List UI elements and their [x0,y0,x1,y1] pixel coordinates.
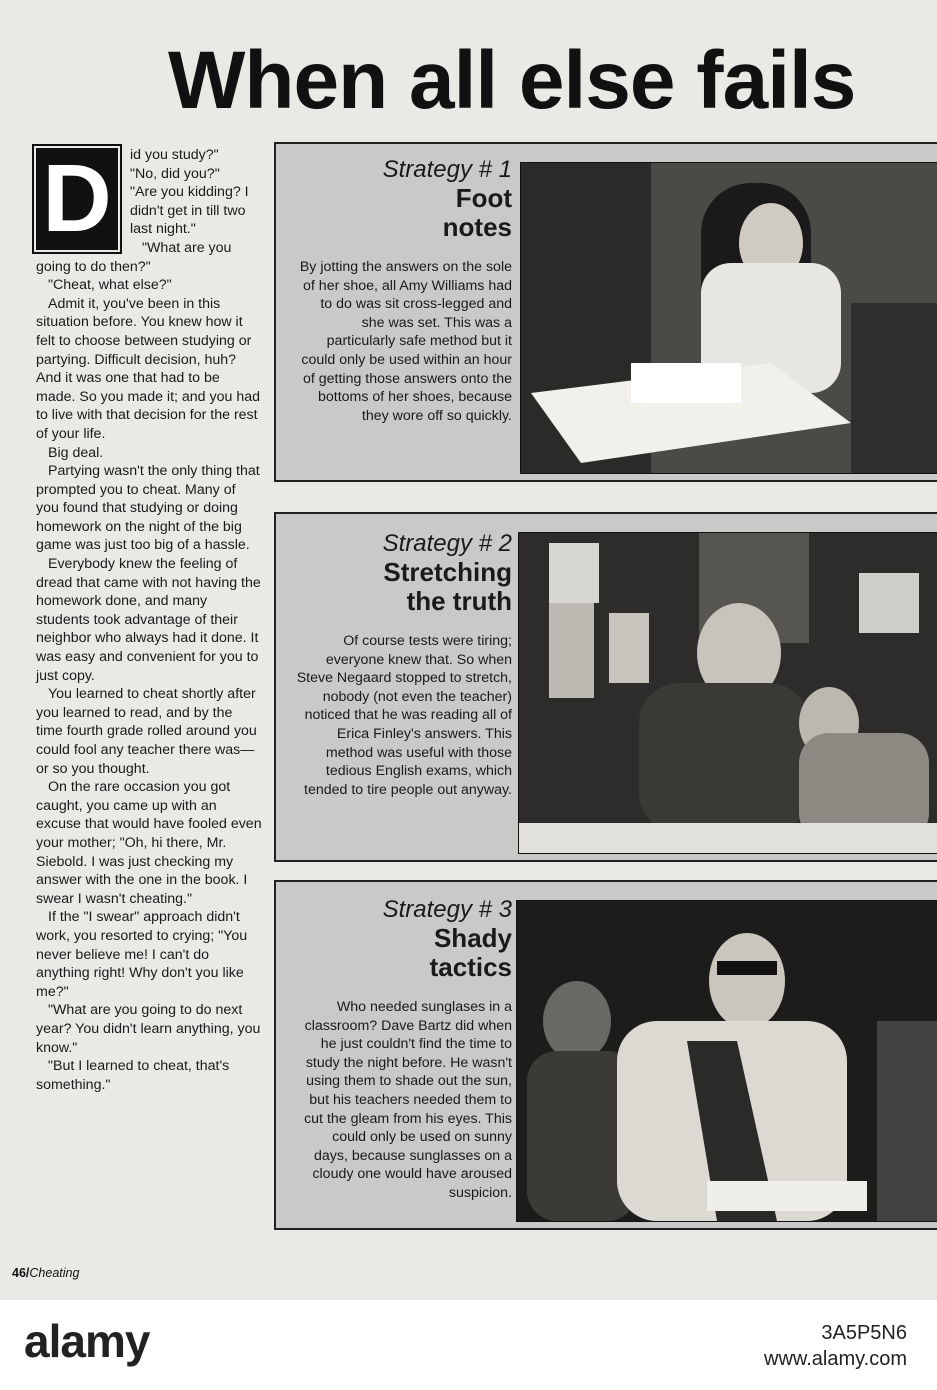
article-paragraph: Partying wasn't the only thing that prompted you to cheat. Many of you found that studying or doing homework on the night of the big game was just too big of a hassle. [36,463,260,554]
article-paragraph: "No, did you?" [130,165,220,182]
strategy-panel-3 [274,880,937,1230]
strategy-panel-1 [274,142,937,482]
strategy-panel-2 [274,512,937,862]
article-paragraph: Admit it, you've been in this situation before. You knew how it felt to choose between studying or partying. Difficult decision, huh? And it was one that had to be made. So you made it; and you had to live with that decision for the rest of your life. [36,295,260,442]
photo-illustration [517,901,937,1221]
headline: When all else fails [168,35,856,126]
sunglasses-student-photo [516,900,937,1222]
strategy-text [296,896,512,1203]
student-desk-photo [520,162,937,474]
section-name: Cheating [29,1266,80,1280]
strategy-title-line1: Foot [455,183,512,213]
article-paragraph: Big deal. [48,444,104,461]
article-paragraph: Everybody knew the feeling of dread that came with not having the homework done, and many students took advantage of their neighbor who always had it done. It was easy and convenient for you to just copy. [36,556,261,684]
strategy-title-line2: the truth [406,586,512,616]
watermark-info [764,1320,907,1372]
article-paragraph: If the "I swear" approach didn't work, you resorted to crying; "You never believe me! I can't do anything right! Why don't you like me?" [36,909,248,1000]
strategy-text [296,156,512,425]
drop-cap: D [36,148,118,250]
article-column [36,146,262,1094]
article-paragraph: "Are you kidding? I didn't get in till two last night." [130,184,249,238]
watermark-brand: alamy [24,1315,150,1367]
article-paragraph: "What are you going to do then?" [36,239,232,275]
page-number: 46/ [12,1266,30,1280]
strategy-text [296,530,512,799]
strategy-body: Who needed sunglases in a classroom? Dave Bartz did when he just couldn't find the time to study the night before. He wasn't using them to shade out the sun, but his teachers needed them to cut the gleam from his eyes. This could only be used on sunny days, because sunglasses on a cloudy one would have aroused suspicion. [304,999,512,1201]
strategy-label: Strategy # 1 [382,156,512,183]
photo-illustration [519,533,937,853]
article-paragraph: "What are you going to do next year? You didn't learn anything, you know." [36,1002,261,1056]
article-paragraph: "Cheat, what else?" [48,277,172,294]
strategy-title-line2: tactics [429,952,512,982]
strategy-title-line1: Stretching [383,557,512,587]
article-paragraph: id you study?" [130,147,219,163]
strategy-label: Strategy # 2 [382,530,512,557]
strategy-title-line2: notes [442,212,512,242]
watermark-image-id: 3A5P5N6 [821,1322,907,1344]
watermark-site: www.alamy.com [764,1348,907,1370]
article-paragraph: You learned to cheat shortly after you learned to read, and by the time fourth grade rolled around you could fool any teacher there was— or so you thought. [36,686,257,777]
classroom-stretch-photo [518,532,937,854]
article-paragraph: "But I learned to cheat, that's something." [36,1058,230,1093]
strategy-label: Strategy # 3 [382,896,512,923]
strategy-title-line1: Shady [433,923,512,953]
strategy-body: By jotting the answers on the sole of her shoe, all Amy Williams had to do was sit cross-legged and she was set. This was a particularly safe method but it could only be used within an hour of getting those answers onto the bottoms of her shoes, because they wore off so quickly. [299,259,512,424]
page-folio [12,1266,79,1280]
strategy-body: Of course tests were tiring; everyone knew that. So when Steve Negaard stopped to stretch, nobody (not even the teacher) noticed that he was reading all of Erica Finley's answers. This method was useful with those tedious English exams, which tended to tire people out anyway. [296,633,512,798]
photo-illustration [521,163,937,473]
article-paragraph: On the rare occasion you got caught, you came up with an excuse that would have fooled even your mother; "Oh, hi there, Mr. Siebold. I was just checking my answer with the one in the book. I swear I wasn't cheating." [36,779,262,907]
